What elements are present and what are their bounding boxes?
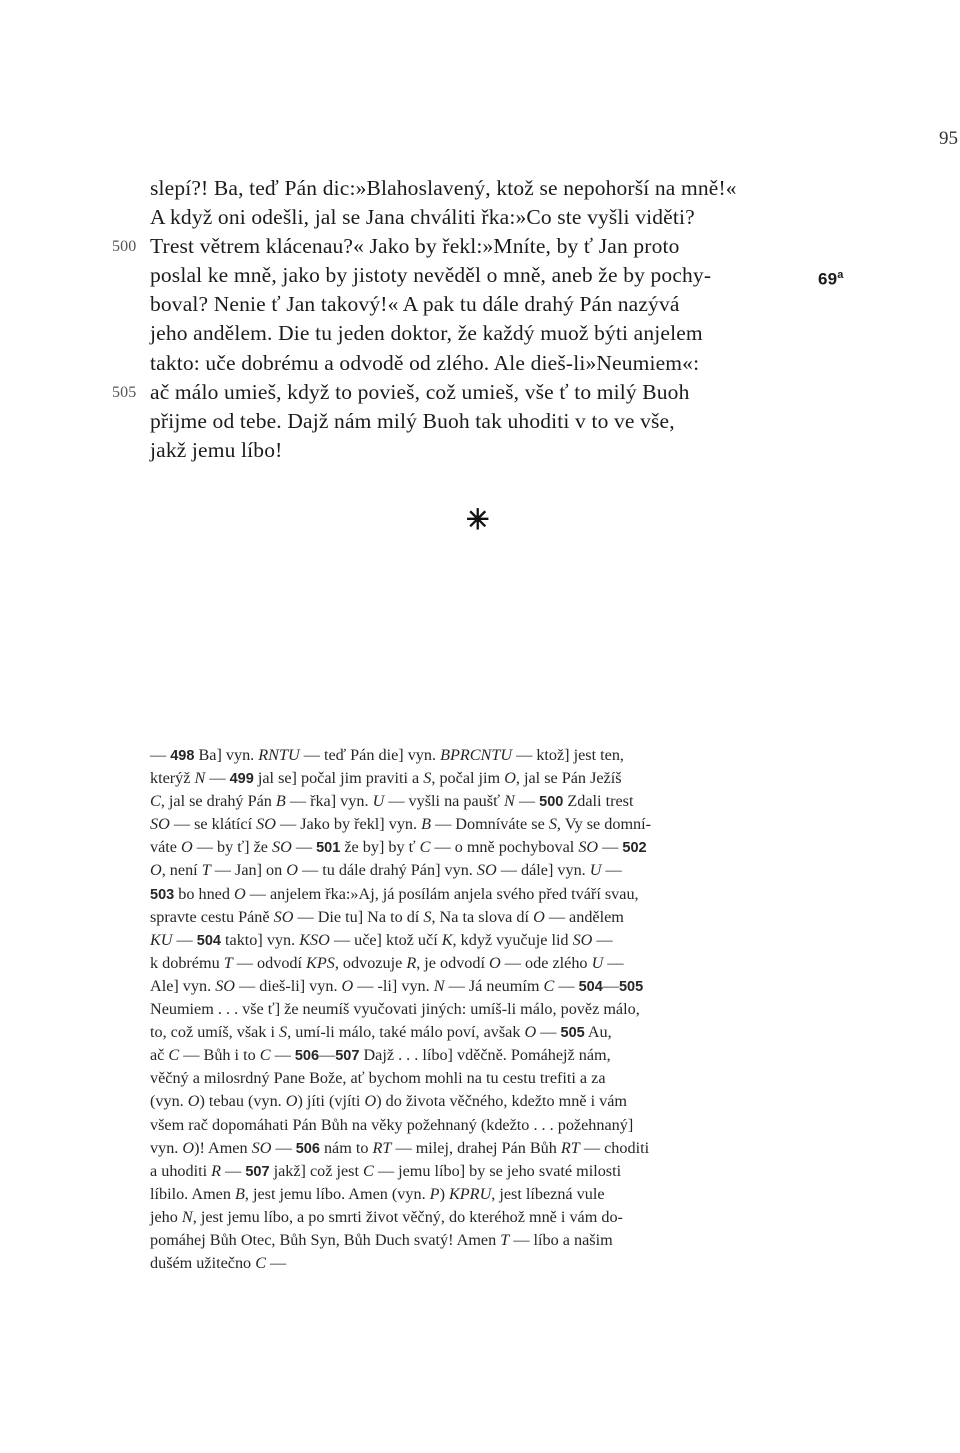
apparatus-line: spravte cestu Páně SO — Die tu] Na to dí S, Na ta slova dí O — andělem xyxy=(150,907,624,926)
apparatus-line: Neumiem . . . vše ť] že neumíš vyučovati jiných: umíš-li málo, pověz málo, xyxy=(150,1000,640,1019)
text-line xyxy=(112,232,800,261)
text-line xyxy=(150,203,800,232)
apparatus-line: KU — 504 takto] vyn. KSO — uče] ktož učí K, když vyučuje lid SO — xyxy=(150,930,613,949)
apparatus-line: SO — se klátící SO — Jako by řekl] vyn. B — Domníváte se S, Vy se domní- xyxy=(150,815,652,834)
text-line xyxy=(150,319,800,348)
apparatus-line: pomáhej Bůh Otec, Bůh Syn, Bůh Duch svatý! Amen T — líbo a našim xyxy=(150,1230,613,1249)
text-line-content: přijme od tebe. Dajž nám milý Buoh tak uhoditi v to ve vše, xyxy=(150,408,675,433)
section-divider-asterisk: ✳ xyxy=(466,505,490,536)
page-number: 95 xyxy=(939,128,958,149)
apparatus-line: O, není T — Jan] on O — tu dále drahý Pán] vyn. SO — dále] vyn. U — xyxy=(150,861,622,880)
apparatus-line: 503 bo hned O — anjelem řka:»Aj, já posílám anjela svého před tváří svau, xyxy=(150,884,639,903)
text-line-content: slepí?! Ba, teď Pán dic:»Blahoslavený, ktož se nepohorší na mně!« xyxy=(150,176,737,200)
text-line-content: boval? Nenie ť Jan takový!« A pak tu dále drahý Pán nazývá xyxy=(150,292,680,317)
text-line xyxy=(112,378,800,407)
text-line xyxy=(150,174,800,203)
text-line-content: ač málo umieš, když to povieš, což umieš, vše ť to milý Buoh xyxy=(150,379,690,404)
apparatus-line: kterýž N — 499 jal se] počal jim praviti a S, počal jim O, jal se Pán Ježíš xyxy=(150,769,622,788)
text-line-content: Trest větrem klácenau?« Jako by řekl:»Mníte, by ť Jan proto xyxy=(150,234,680,259)
apparatus-line: Ale] vyn. SO — dieš-li] vyn. O — -li] vyn. N — Já neumím C — 504—505 xyxy=(150,976,644,995)
apparatus-line: k dobrému T — odvodí KPS, odvozuje R, je odvodí O — ode zlého U — xyxy=(150,953,624,972)
main-text xyxy=(112,174,844,465)
text-line-content: jeho andělem. Die tu jeden doktor, že každý muož býti anjelem xyxy=(150,321,703,346)
text-line xyxy=(150,436,800,465)
text-line xyxy=(150,290,800,319)
text-line xyxy=(150,407,800,436)
apparatus-line: líbilo. Amen B, jest jemu líbo. Amen (vyn. P) KPRU, jest líbezná vule xyxy=(150,1184,605,1203)
apparatus-line: ač C — Bůh i to C — 506—507 Dajž . . . líbo] vděčně. Pomáhejž nám, xyxy=(150,1046,611,1065)
apparatus-line: dušém užitečno C — xyxy=(150,1254,287,1273)
apparatus-line: vyn. O)! Amen SO — 506 nám to RT — milej, drahej Pán Bůh RT — choditi xyxy=(150,1138,650,1157)
apparatus-line: — 498 Ba] vyn. RNTU — teď Pán die] vyn. BPRCNTU — ktož] jest ten, xyxy=(150,746,624,764)
apparatus-line: (vyn. O) tebau (vyn. O) jíti (vjíti O) do života věčného, kdežto mně i vám xyxy=(150,1092,628,1111)
line-number: 500 xyxy=(112,238,137,256)
apparatus-line: to, což umíš, však i S, umí-li málo, také málo poví, avšak O — 505 Au, xyxy=(150,1023,612,1042)
text-line-content: jakž jemu líbo! xyxy=(150,437,283,462)
text-line xyxy=(150,261,844,290)
apparatus-line: váte O — by ť] že SO — 501 že by] by ť C — o mně pochyboval SO — 502 xyxy=(150,838,647,857)
apparatus-line: věčný a milosrdný Pane Bože, ať bychom mohli na tu cestu trefiti a za xyxy=(150,1069,606,1088)
text-line xyxy=(150,349,800,378)
apparatus-line: všem rač dopomáhati Pán Bůh na věky požehnaný (kdežto . . . požehnaný] xyxy=(150,1115,634,1134)
text-line-content: takto: uče dobrému a odvodě od zlého. Ale dieš-li»Neumiem«: xyxy=(150,350,700,375)
text-line-content: A když oni odešli, jal se Jana chváliti řka:»Co ste vyšli viděti? xyxy=(150,205,695,230)
apparatus-line: a uhoditi R — 507 jakž] což jest C — jemu líbo] by se jeho svaté milosti xyxy=(150,1161,622,1180)
critical-apparatus xyxy=(150,744,800,1275)
folio-marker: 69$^a$ xyxy=(818,269,844,289)
apparatus-line: C, jal se drahý Pán B — řka] vyn. U — vyšli na paušť N — 500 Zdali trest xyxy=(150,792,634,811)
line-number: 505 xyxy=(112,383,137,401)
text-line-content: poslal ke mně, jako by jistoty nevěděl o mně, aneb že by pochy- xyxy=(150,263,712,288)
apparatus-line: jeho N, jest jemu líbo, a po smrti život věčný, do kteréhož mně i vám do- xyxy=(150,1207,623,1226)
